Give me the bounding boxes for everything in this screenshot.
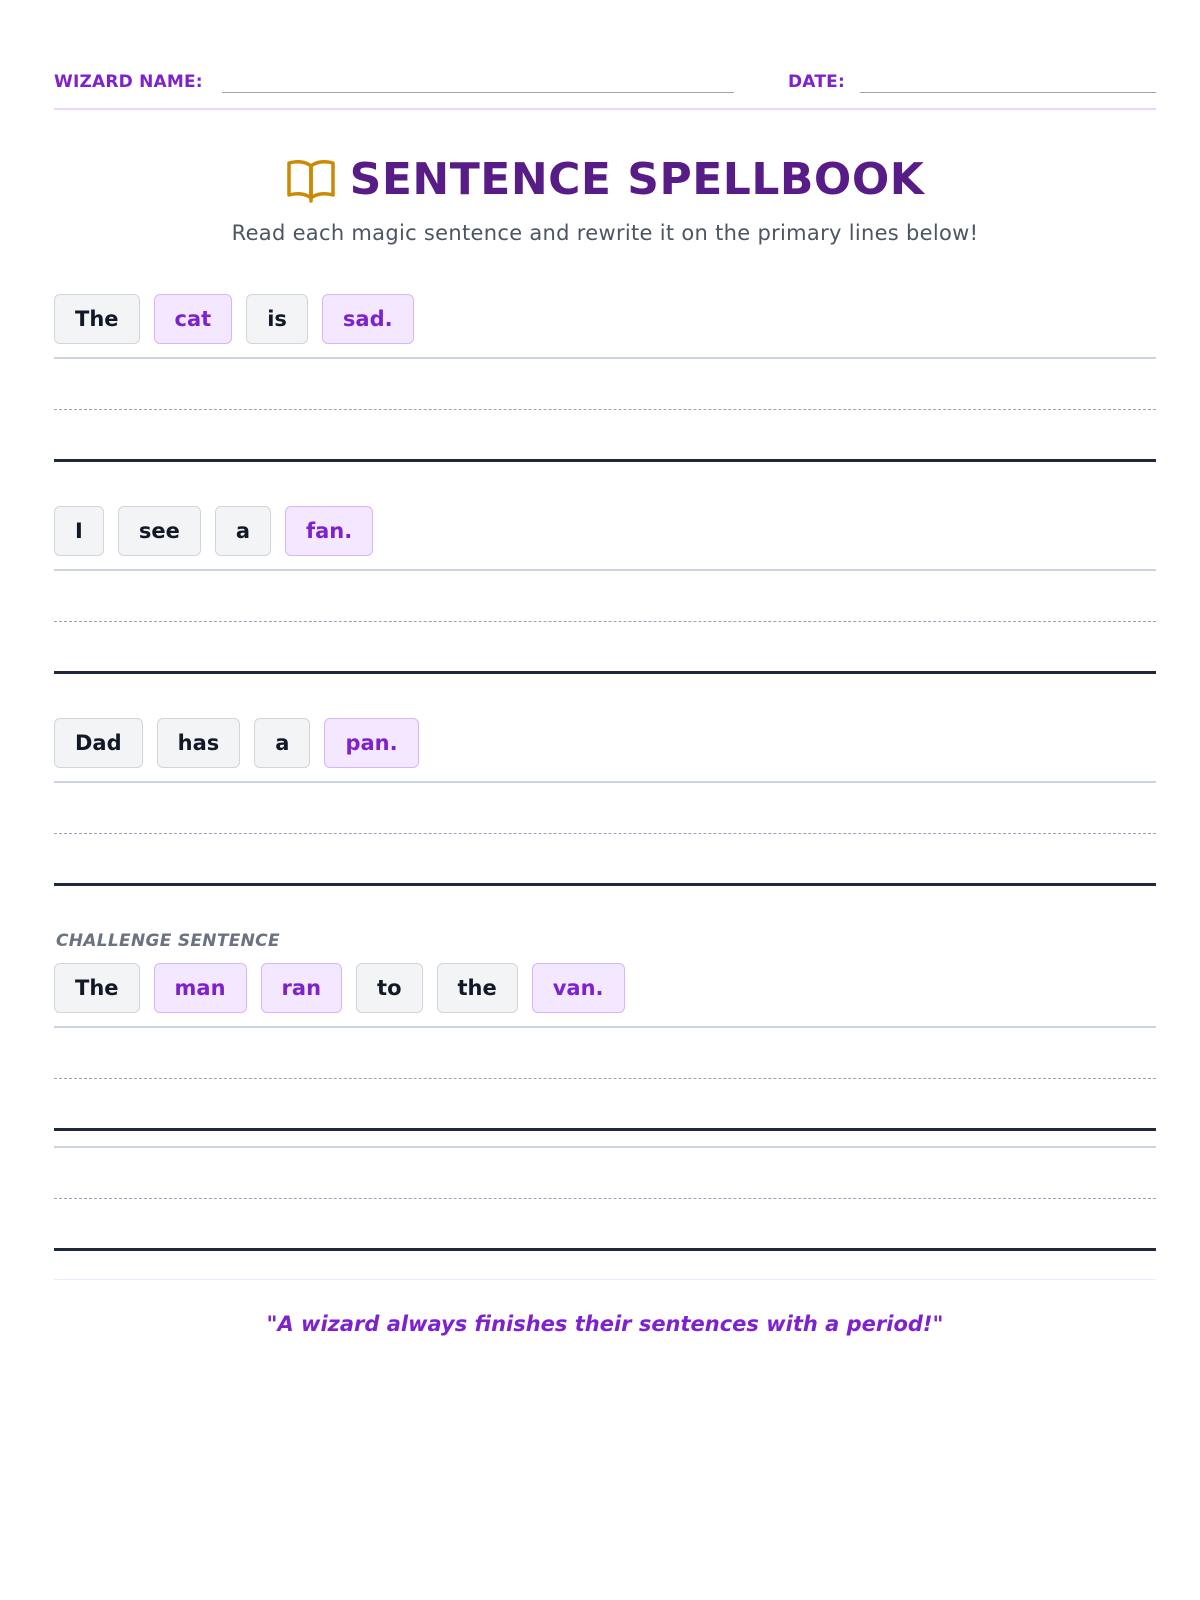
word-card: The <box>54 963 140 1013</box>
wizard-name-field[interactable] <box>222 92 734 93</box>
challenge-sentence <box>54 963 639 1013</box>
magic-word-card: man <box>154 963 247 1013</box>
writing-lines-2[interactable] <box>54 569 1156 673</box>
word-card: Dad <box>54 718 143 768</box>
top-line <box>54 357 1156 359</box>
magic-word-card: cat <box>154 294 233 344</box>
midline-dashed <box>54 1078 1156 1079</box>
word-card: has <box>157 718 241 768</box>
page-title <box>54 154 1156 210</box>
word-card: The <box>54 294 140 344</box>
baseline <box>54 883 1156 886</box>
writing-lines-1[interactable] <box>54 357 1156 461</box>
baseline <box>54 1248 1156 1251</box>
sentence-3 <box>54 718 433 768</box>
sentence-1 <box>54 294 428 344</box>
magic-word-card: van. <box>532 963 625 1013</box>
word-card: the <box>437 963 518 1013</box>
top-line <box>54 781 1156 783</box>
date-field[interactable] <box>860 92 1156 93</box>
header <box>54 68 1156 110</box>
word-card: a <box>215 506 271 556</box>
footer-divider <box>54 1279 1156 1280</box>
writing-lines-challenge-1[interactable] <box>54 1026 1156 1130</box>
instructions: Read each magic sentence and rewrite it on the primary lines below! <box>231 221 979 245</box>
midline-dashed <box>54 833 1156 834</box>
wizard-name-label: WIZARD NAME: <box>54 72 203 92</box>
baseline <box>54 459 1156 462</box>
magic-word-card: pan. <box>324 718 418 768</box>
challenge-label: CHALLENGE SENTENCE <box>56 931 280 951</box>
midline-dashed <box>54 621 1156 622</box>
magic-word-card: sad. <box>322 294 414 344</box>
open-book-icon <box>286 157 336 203</box>
midline-dashed <box>54 409 1156 410</box>
magic-word-card: ran <box>261 963 342 1013</box>
word-card: see <box>118 506 201 556</box>
word-card: I <box>54 506 104 556</box>
top-line <box>54 569 1156 571</box>
header-divider <box>54 108 1156 110</box>
word-card: is <box>246 294 308 344</box>
footer-quote: "A wizard always finishes their sentences with a period!" <box>266 1312 944 1336</box>
top-line <box>54 1026 1156 1028</box>
top-line <box>54 1146 1156 1148</box>
date-label: DATE: <box>788 72 845 92</box>
word-card: to <box>356 963 422 1013</box>
word-card: a <box>254 718 310 768</box>
baseline <box>54 671 1156 674</box>
writing-lines-challenge-2[interactable] <box>54 1146 1156 1250</box>
magic-word-card: fan. <box>285 506 373 556</box>
sentence-2 <box>54 506 387 556</box>
baseline <box>54 1128 1156 1131</box>
midline-dashed <box>54 1198 1156 1199</box>
title-text: SENTENCE SPELLBOOK <box>349 154 925 205</box>
writing-lines-3[interactable] <box>54 781 1156 885</box>
